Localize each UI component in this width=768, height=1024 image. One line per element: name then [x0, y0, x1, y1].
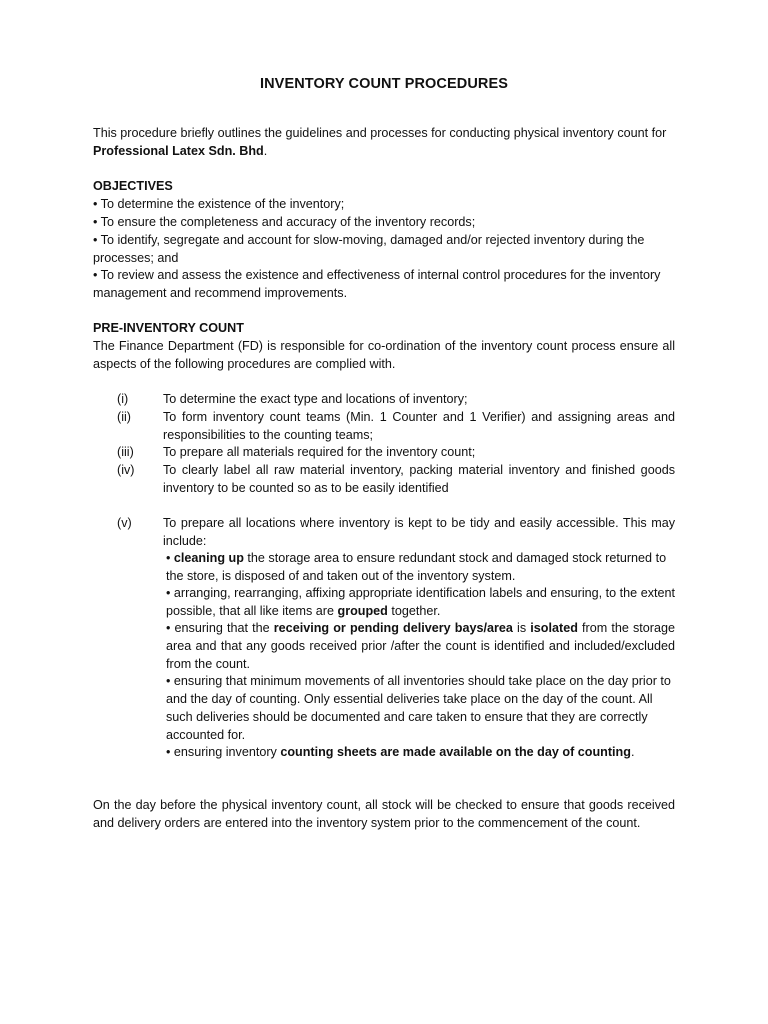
- sub-item-text: from the storage area and that any goods received prior /after the count is identified and included/excluded from the count.: [166, 621, 675, 671]
- sub-item: [166, 743, 675, 761]
- sub-item-text: • ensuring that minimum movements of all inventories should take place on the day prior to and the day of counting. Only essential deliveries take place on the day of the count. All such deliveries should be documented and care taken to ensure that they are correctly accounted for.: [166, 674, 671, 742]
- item-number: (i): [117, 392, 129, 406]
- objective-item: • To review and assess the existence and effectiveness of internal control procedures for the inventory management and recommend improvements.: [93, 268, 661, 300]
- sub-item-text: the storage area to ensure redundant stock and damaged stock returned to the store, is disposed of and taken out of the inventory system.: [166, 551, 667, 583]
- sub-item-emphasis: grouped: [337, 604, 388, 618]
- sub-item: [166, 584, 675, 620]
- sub-item-emphasis: cleaning up: [173, 551, 244, 565]
- objectives-heading: OBJECTIVES: [93, 179, 173, 193]
- intro-end: .: [263, 144, 268, 158]
- objective-item: • To identify, segregate and account for slow-moving, damaged and/or rejected inventory during the processes; and: [93, 233, 645, 265]
- item-number: (ii): [117, 410, 131, 424]
- item-number: (iv): [117, 463, 135, 477]
- item-number: (iii): [117, 445, 134, 459]
- sub-item-text: • arranging, rearranging, affixing appropriate identification labels and ensuring, to the extent possible, that all like items are: [166, 586, 675, 618]
- sub-item-emphasis: receiving or pending delivery bays/area: [273, 621, 513, 635]
- company-name: Professional Latex Sdn. Bhd: [93, 144, 264, 158]
- sub-item-text: • ensuring that the: [166, 621, 274, 635]
- closing-paragraph: On the day before the physical inventory count, all stock will be checked to ensure that goods received and delivery orders are entered into the inventory system prior to the commencement of the count.: [93, 798, 675, 830]
- sub-item-text: is: [512, 621, 531, 635]
- pre-count-intro: The Finance Department (FD) is responsible for co-ordination of the inventory count process ensure all aspects of the following procedures are complied with.: [93, 339, 675, 371]
- sub-item-text: .: [630, 745, 635, 759]
- sub-item-emphasis: counting sheets are made available on the day of counting: [280, 745, 631, 759]
- item-number: (v): [117, 516, 132, 530]
- objective-item: • To determine the existence of the inventory;: [93, 197, 345, 211]
- pre-count-heading: PRE-INVENTORY COUNT: [93, 321, 244, 335]
- objective-item: • To ensure the completeness and accuracy of the inventory records;: [93, 215, 476, 229]
- sub-item-text: together.: [387, 604, 441, 618]
- sub-item-emphasis: isolated: [530, 621, 578, 635]
- item-text: To determine the exact type and locations of inventory;: [163, 392, 468, 406]
- item-text: To prepare all materials required for the inventory count;: [163, 445, 476, 459]
- intro-paragraph: [93, 124, 675, 160]
- sub-item: [166, 619, 675, 673]
- sub-item-text: •: [166, 551, 174, 565]
- item-text: To clearly label all raw material inventory, packing material inventory and finished goods inventory to be counted so as to be easily identified: [163, 463, 675, 495]
- sub-item: [166, 549, 675, 585]
- sub-item-text: • ensuring inventory: [166, 745, 281, 759]
- page-title: INVENTORY COUNT PROCEDURES: [259, 76, 509, 92]
- item-text: To form inventory count teams (Min. 1 Counter and 1 Verifier) and assigning areas and responsibilities to the counting teams;: [163, 410, 675, 442]
- sub-item: [166, 672, 675, 744]
- intro-text: This procedure briefly outlines the guidelines and processes for conducting physical inventory count for: [93, 126, 667, 140]
- item-text: To prepare all locations where inventory is kept to be tidy and easily accessible. This may include:: [163, 516, 675, 548]
